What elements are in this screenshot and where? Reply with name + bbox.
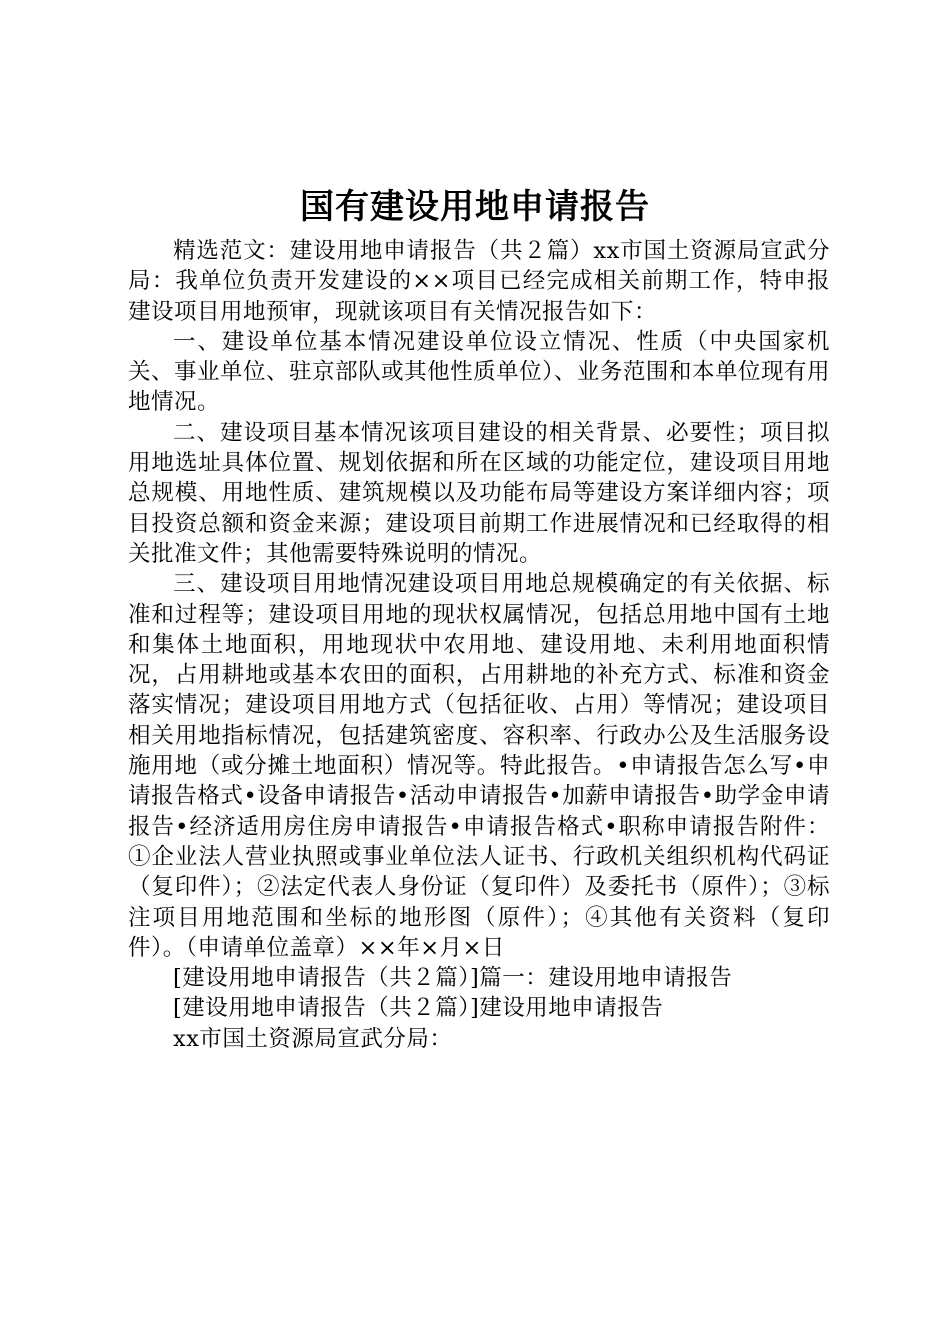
document-body (128, 236, 830, 1054)
document-title: 国有建设用地申请报告 (300, 187, 650, 227)
paragraph-intro: 精选范文：建设用地申请报告（共２篇）xx市国土资源局宣武分局：我单位负责开发建设的××项目已经完成相关前期工作，特申报建设项目用地预审，现就该项目有关情况报告如下： (128, 238, 830, 325)
paragraph-addressee: xx市国土资源局宣武分局： (173, 1025, 453, 1052)
paragraph-section-2: 二、建设项目基本情况该项目建设的相关背景、必要性；项目拟用地选址具体位置、规划依据和所在区域的功能定位，建设项目用地总规模、用地性质、建筑规模以及功能布局等建设方案详细内容；项目投资总额和资金来源；建设项目前期工作进展情况和已经取得的相关批准文件；其他需要特殊说明的情况。 (128, 419, 830, 567)
paragraph-section-3: 三、建设项目用地情况建设项目用地总规模确定的有关依据、标准和过程等；建设项目用地的现状权属情况，包括总用地中国有土地和集体土地面积，用地现状中农用地、建设用地、未利用地面积情况，占用耕地或基本农田的面积，占用耕地的补充方式、标准和资金落实情况；建设项目用地方式（包括征收、占用）等情况；建设项目相关用地指标情况，包括建筑密度、容积率、行政办公及生活服务设施用地（或分摊土地面积）情况等。特此报告。•申请报告怎么写•申请报告格式•设备申请报告•活动申请报告•加薪申请报告•助学金申请报告•经济适用房住房申请报告•申请报告格式•职称申请报告附件：①企业法人营业执照或事业单位法人证书、行政机关组织机构代码证（复印件）；②法定代表人身份证（复印件）及委托书（原件）；③标注项目用地范围和坐标的地形图（原件）；④其他有关资料（复印件）。（申请单位盖章）××年×月×日 (128, 571, 830, 961)
paragraph-heading-1: [建设用地申请报告（共２篇）]篇一：建设用地申请报告 (173, 965, 733, 992)
paragraph-section-1: 一、建设单位基本情况建设单位设立情况、性质（中央国家机关、事业单位、驻京部队或其他性质单位）、业务范围和本单位现有用地情况。 (128, 328, 830, 416)
paragraph-heading-2: [建设用地申请报告（共２篇）]建设用地申请报告 (173, 995, 664, 1022)
